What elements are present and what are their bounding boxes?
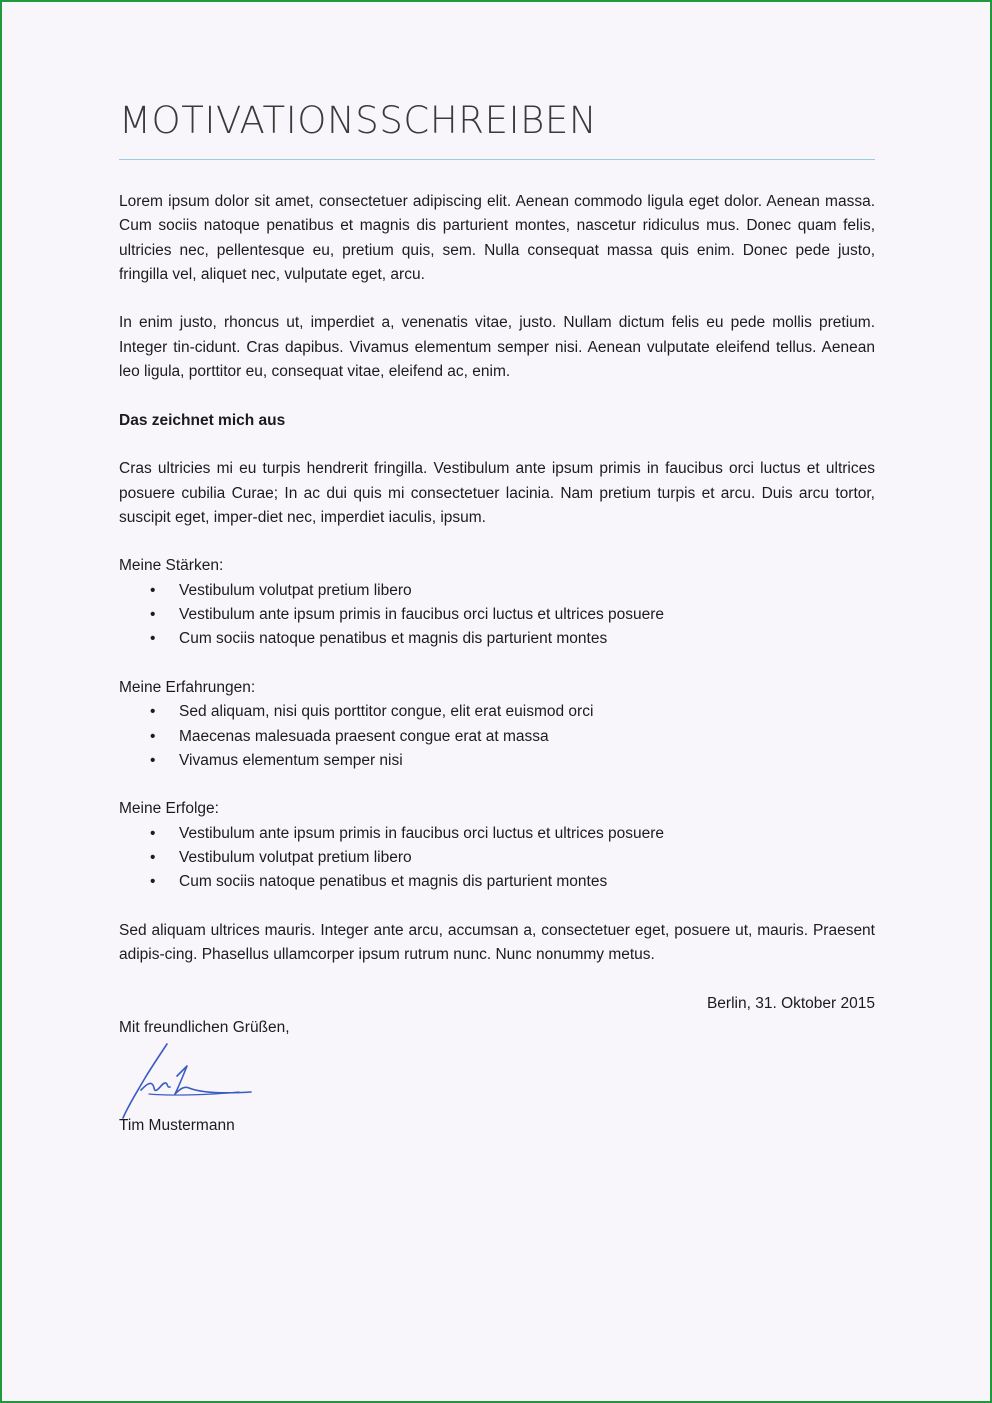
strengths-label: Meine Stärken: [119,557,224,575]
achievements-label: Meine Erfolge: [119,800,219,818]
list-item-text: Cum sociis natoque penatibus et magnis dis parturient montes [179,630,608,648]
signature-image [119,1042,259,1120]
list-item-text: Vestibulum ante ipsum primis in faucibus orci luctus et ultrices posuere [179,824,665,842]
bullet-icon: • [150,873,156,891]
list-item [119,749,875,773]
place-date: Berlin, 31. Oktober 2015 [706,994,875,1012]
achievements-list [119,822,875,895]
list-item-text: Cum sociis natoque penatibus et magnis dis parturient montes [179,873,608,891]
list-item [119,700,875,724]
bullet-icon: • [150,606,156,624]
bullet-icon: • [150,581,156,599]
list-item [119,870,875,894]
intro-paragraph: Lorem ipsum dolor sit amet, consectetuer adipiscing elit. Aenean commodo ligula eget dolor. Aenean massa. Cum sociis natoque penatibus et magnis dis parturient montes, nascetur ridiculus mus. Donec quam felis, ultricies nec, pellentesque eu, pretium quis, sem. Nulla consequat massa quis enim. Donec pede justo, fringilla vel, aliquet nec, vulputate eget, arcu. [119,193,875,283]
third-paragraph: Cras ultricies mi eu turpis hendrerit fringilla. Vestibulum ante ipsum primis in faucibus orci luctus et ultrices posuere cubilia Curae; In ac dui quis mi consectetuer lacinia. Nam pretium turpis et arcu. Duis arcu tortor, suscipit eget, imper-diet nec, imperdiet iaculis, ipsum. [119,460,875,526]
list-item [119,603,875,627]
signer-name: Tim Mustermann [119,1117,235,1135]
list-item [119,846,875,870]
list-item-text: Sed aliquam, nisi quis porttitor congue, elit erat euismod orci [179,703,594,721]
bullet-icon: • [150,727,156,745]
strengths-list [119,579,875,652]
list-item-text: Vestibulum ante ipsum primis in faucibus orci luctus et ultrices posuere [179,606,665,624]
experience-list [119,700,875,773]
list-item-text: Maecenas malesuada praesent congue erat at massa [179,727,549,745]
signature-stroke [123,1044,251,1118]
closing-paragraph: Sed aliquam ultrices mauris. Integer ante arcu, accumsan a, consectetuer eget, posuere ut, mauris. Praesent adipis-cing. Phasellus ullamcorper ipsum rutrum nunc. Nunc nonummy metus. [119,921,875,964]
section-heading: Das zeichnet mich aus [119,411,286,429]
list-item-text: Vivamus elementum semper nisi [179,751,403,769]
title-divider [119,159,875,160]
bullet-icon: • [150,849,156,867]
bullet-icon: • [150,703,156,721]
list-item-text: Vestibulum volutpat pretium libero [179,849,412,867]
bullet-icon: • [150,751,156,769]
closing-salutation: Mit freundlichen Grüßen, [119,1019,290,1037]
experience-label: Meine Erfahrungen: [119,678,256,696]
list-item [119,822,875,846]
bullet-icon: • [150,824,156,842]
list-item [119,579,875,603]
list-item-text: Vestibulum volutpat pretium libero [179,581,412,599]
document-title: MOTIVATIONSSCHREIBEN [119,99,598,142]
list-item [119,627,875,651]
bullet-icon: • [150,630,156,648]
list-item [119,725,875,749]
letter-body [119,98,875,1139]
second-paragraph: In enim justo, rhoncus ut, imperdiet a, venenatis vitae, justo. Nullam dictum felis eu pede mollis pretium. Integer tin-cidunt. Cras dapibus. Vivamus elementum semper nisi. Aenean vulputate eleifend tellus. Aenean leo ligula, porttitor eu, consequat vitae, eleifend ac, enim. [119,314,875,381]
